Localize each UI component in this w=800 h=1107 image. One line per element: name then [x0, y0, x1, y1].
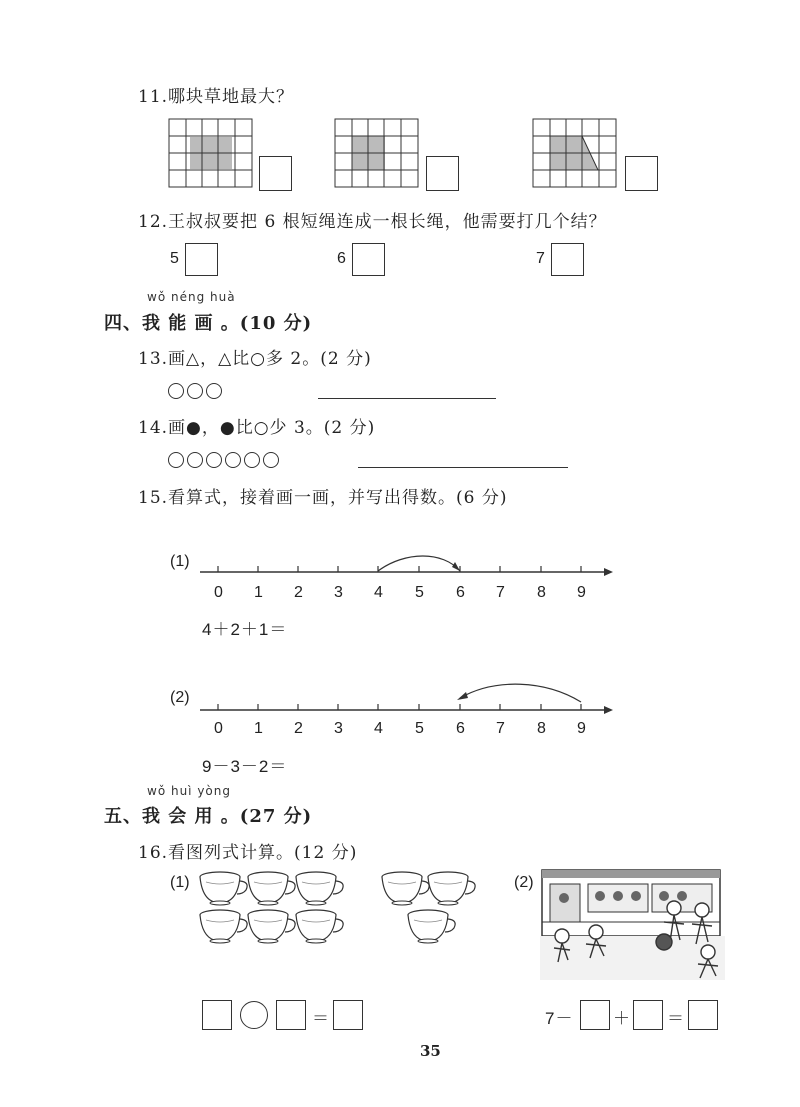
cup-icon	[248, 872, 295, 905]
circle-shape	[168, 452, 184, 468]
answer-box-16-1-a[interactable]	[202, 1000, 232, 1030]
cup-icon	[296, 910, 343, 943]
expression-2: 9－3－2＝	[202, 757, 288, 776]
tick-marks-2	[218, 704, 581, 710]
answer-box-grass-3[interactable]	[625, 156, 658, 191]
answer-line-14[interactable]	[358, 467, 568, 468]
tick-label: 3	[334, 720, 343, 737]
question-13-title: 13.画△，△比○多 2。(2 分)	[138, 349, 372, 369]
circle-shape	[225, 452, 241, 468]
part-1-label: (1)	[170, 874, 190, 891]
circle-group-3	[168, 380, 225, 399]
cup-icon	[408, 910, 455, 943]
section-5-pinyin: wǒ huì yòng	[147, 784, 231, 798]
cup-icon	[296, 872, 343, 905]
circle-shape	[206, 452, 222, 468]
expression-1: 4＋2＋1＝	[202, 620, 288, 639]
grass-grid-3	[532, 118, 622, 194]
expression-start: 7－	[545, 1009, 574, 1028]
tick-label: 0	[214, 584, 223, 601]
option-7-label: 7	[536, 250, 545, 267]
axis-arrowhead-1	[604, 568, 613, 576]
part-2-label: (2)	[514, 874, 534, 891]
bus-roof	[542, 870, 720, 878]
tick-label: 5	[415, 720, 424, 737]
tick-label: 1	[254, 720, 263, 737]
cup-icon	[248, 910, 295, 943]
circle-shape	[168, 383, 184, 399]
circle-group-6	[168, 449, 282, 468]
arc-arrowhead-1	[452, 562, 460, 571]
answer-box-16-2-a[interactable]	[580, 1000, 610, 1030]
part-2-label: (2)	[170, 689, 190, 706]
answer-box-16-2-b[interactable]	[633, 1000, 663, 1030]
circle-shape	[263, 452, 279, 468]
page-number: 35	[420, 1042, 441, 1060]
part-1-label: (1)	[170, 553, 190, 570]
option-5-label: 5	[170, 250, 179, 267]
plus-sign: ＋	[613, 1009, 631, 1028]
arc-arrowhead-2	[457, 692, 468, 700]
tick-label: 8	[537, 720, 546, 737]
answer-line-13[interactable]	[318, 398, 496, 399]
operator-circle-16-1[interactable]	[240, 1001, 268, 1029]
question-15-title: 15.看算式，接着画一画，并写出得数。(6 分)	[138, 488, 508, 508]
circle-shape	[244, 452, 260, 468]
tick-label: 7	[496, 720, 505, 737]
tick-label: 9	[577, 720, 586, 737]
circle-shape	[206, 383, 222, 399]
tick-label: 4	[374, 720, 383, 737]
cup-icon	[428, 872, 475, 905]
equals-sign: ＝	[312, 1009, 330, 1028]
question-11-title: 11.哪块草地最大？	[138, 87, 295, 107]
circle-shape	[187, 383, 203, 399]
cup-icon	[200, 910, 247, 943]
answer-box-grass-1[interactable]	[259, 156, 292, 191]
answer-box-grass-2[interactable]	[426, 156, 459, 191]
tick-label: 6	[456, 720, 465, 737]
tick-label: 7	[496, 584, 505, 601]
answer-box-16-1-b[interactable]	[276, 1000, 306, 1030]
axis-arrowhead-2	[604, 706, 613, 714]
tick-label: 5	[415, 584, 424, 601]
tick-label: 2	[294, 720, 303, 737]
section-4-title: 四、我 能 画 。(10 分)	[104, 313, 313, 334]
bus-illustration	[540, 866, 725, 984]
tick-label: 0	[214, 720, 223, 737]
equals-sign: ＝	[667, 1009, 685, 1028]
section-5-title: 五、我 会 用 。(27 分)	[104, 806, 313, 827]
grass-grid-2	[334, 118, 424, 194]
question-12-title: 12.王叔叔要把 6 根短绳连成一根长绳，他需要打几个结？	[138, 212, 607, 232]
option-6-label: 6	[337, 250, 346, 267]
circle-shape	[187, 452, 203, 468]
tick-label: 6	[456, 584, 465, 601]
tick-label: 8	[537, 584, 546, 601]
cup-icon	[200, 872, 247, 905]
answer-box-16-2-result[interactable]	[688, 1000, 718, 1030]
tick-marks-1	[218, 566, 581, 572]
answer-box-option-7[interactable]	[551, 243, 584, 276]
section-4-pinyin: wǒ néng huà	[147, 290, 236, 304]
jump-arc-2	[460, 684, 581, 702]
tick-label: 3	[334, 584, 343, 601]
tick-label: 4	[374, 584, 383, 601]
question-16-title: 16.看图列式计算。(12 分)	[138, 843, 358, 863]
bus-door	[550, 884, 580, 922]
answer-box-option-6[interactable]	[352, 243, 385, 276]
answer-box-16-1-result[interactable]	[333, 1000, 363, 1030]
tick-label: 1	[254, 584, 263, 601]
answer-box-option-5[interactable]	[185, 243, 218, 276]
cup-icon	[382, 872, 429, 905]
tick-label: 9	[577, 584, 586, 601]
cups-illustration	[198, 868, 478, 948]
tick-label: 2	[294, 584, 303, 601]
question-14-title: 14.画●，●比○少 3。(2 分)	[138, 418, 376, 438]
